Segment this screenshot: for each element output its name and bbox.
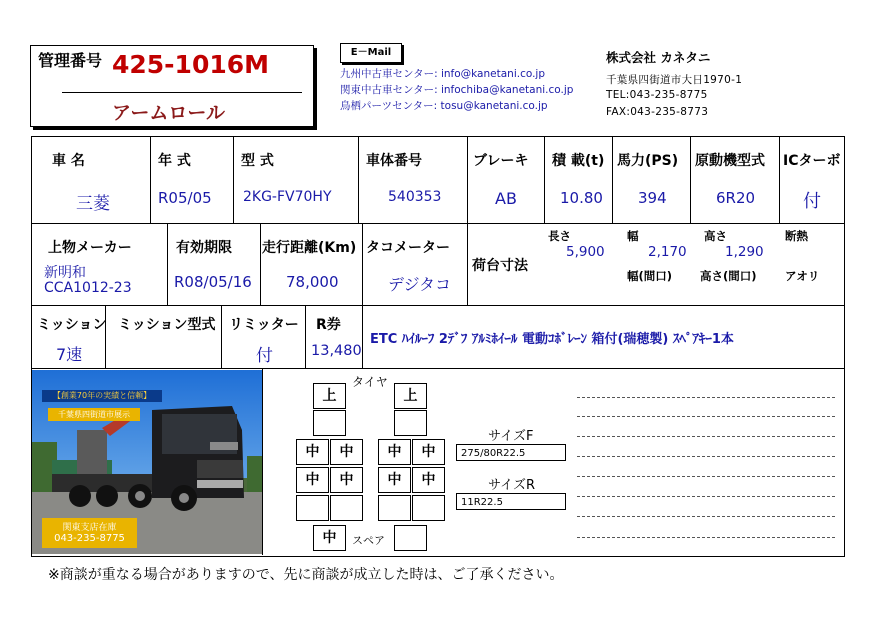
limiter: 付: [256, 346, 273, 366]
note-line: [577, 537, 835, 538]
cargo-dimensions-label: 荷台寸法: [472, 258, 528, 274]
tire-title: タイヤ: [352, 375, 388, 389]
col-divider: [358, 136, 359, 223]
photo-banner: 【創業70年の実績と信頼】: [42, 390, 162, 402]
note-line: [577, 416, 835, 417]
front-left-tire: 上: [313, 383, 346, 409]
company-name: 株式会社 カネタニ: [606, 50, 711, 65]
expiry-header: 有効期限: [176, 240, 232, 256]
col-divider: [362, 223, 363, 305]
mileage: 78,000: [286, 273, 339, 291]
email-link[interactable]: tosu@kanetani.co.jp: [440, 100, 548, 112]
body-maker-header: 上物メーカー: [48, 240, 132, 256]
length-label: 長さ: [548, 229, 571, 243]
brake: AB: [495, 189, 517, 208]
col-divider: [305, 305, 306, 368]
equipment-list: ETC ﾊｲﾙｰﾌ 2ﾃﾞﾌ ｱﾙﾐﾎｲｰﾙ 電動ｺﾎﾞﾚｰﾝ 箱付(瑞穂製) ｽﾍﾟｱｷｰ1本: [370, 332, 734, 347]
body-model: CCA1012-23: [44, 280, 132, 296]
email-row: [340, 66, 545, 81]
management-number: 425-1016M: [112, 50, 270, 79]
model-header: 型 式: [241, 153, 274, 169]
middle-tire: 中: [330, 439, 363, 465]
company-tel: TEL:043-235-8775: [606, 89, 708, 101]
chassis-number: 540353: [388, 189, 442, 205]
col-divider: [362, 305, 363, 368]
photo-phone: 043-235-8775: [54, 533, 125, 544]
col-divider: [690, 136, 691, 223]
email-row: [340, 98, 548, 113]
note-line: [577, 496, 835, 497]
transmission-header: ミッション: [37, 317, 107, 333]
cargo-height: 1,290: [725, 244, 764, 260]
col-divider: [260, 223, 261, 305]
height-inner-label: 高さ(間口): [700, 269, 757, 283]
note-line: [577, 397, 835, 398]
tachometer: デジタコ: [388, 275, 452, 294]
col-divider: [150, 136, 151, 223]
row-divider: [31, 305, 845, 306]
engine-type-header: 原動機型式: [695, 153, 765, 169]
ic-turbo-header: ICターボ: [783, 153, 841, 169]
footer-note: ※商談が重なる場合がありますので、先に商談が成立した時は、ご了承ください。: [48, 567, 564, 583]
cargo-width: 2,170: [648, 244, 687, 260]
horsepower: 394: [638, 189, 667, 207]
rear-tire-slot: [412, 495, 445, 521]
photo-branch: 関東支店在庫: [62, 523, 117, 533]
rear-tire-slot: [378, 495, 411, 521]
size-r-value: 11R22.5: [456, 493, 566, 510]
col-divider: [467, 223, 468, 305]
middle-tire: 中: [412, 467, 445, 493]
email-link[interactable]: info@kanetani.co.jp: [440, 68, 545, 80]
middle-tire: 中: [378, 439, 411, 465]
col-divider: [467, 136, 468, 223]
photo-branch-box: [42, 518, 137, 548]
middle-tire: 中: [296, 439, 329, 465]
ic-turbo: 付: [803, 191, 821, 212]
front-right-tire: 上: [394, 383, 427, 409]
limiter-header: リミッター: [229, 317, 299, 333]
width-inner-label: 幅(間口): [627, 269, 673, 283]
spare-tire: 中: [313, 525, 346, 551]
cargo-length: 5,900: [566, 244, 605, 260]
front-right-tire-slot: [394, 410, 427, 436]
col-divider: [221, 305, 222, 368]
body-maker: 新明和: [44, 265, 86, 281]
email-row: [340, 82, 573, 97]
chassis-number-header: 車体番号: [366, 153, 422, 169]
middle-tire: 中: [296, 467, 329, 493]
engine-type: 6R20: [716, 189, 756, 207]
size-r-label: サイズR: [488, 478, 535, 493]
insulation-label: 断熱: [785, 229, 808, 243]
r-ken-value: 13,480: [311, 343, 362, 359]
load-capacity-header: 積 載(t): [552, 153, 605, 169]
car-name-header: 車 名: [52, 153, 85, 169]
middle-tire: 中: [412, 439, 445, 465]
transmission: 7速: [56, 345, 83, 364]
middle-tire: 中: [330, 467, 363, 493]
email-tag: E－Mail: [340, 43, 402, 63]
tachometer-header: タコメーター: [366, 240, 450, 256]
year-header: 年 式: [158, 153, 191, 169]
height-label: 高さ: [704, 229, 727, 243]
photo-location: 千葉県四街道市展示: [48, 408, 140, 421]
brake-header: ブレーキ: [473, 153, 529, 169]
management-number-label: 管理番号: [38, 51, 103, 70]
load-capacity: 10.80: [560, 189, 603, 207]
year: R05/05: [158, 189, 212, 207]
truck-photo: [32, 370, 262, 554]
col-divider: [612, 136, 613, 223]
note-line: [577, 436, 835, 437]
row-divider: [31, 223, 845, 224]
col-divider: [167, 223, 168, 305]
company-fax: FAX:043-235-8773: [606, 106, 709, 118]
divider: [62, 92, 302, 93]
row-divider: [31, 368, 845, 369]
front-left-tire-slot: [313, 410, 346, 436]
body-type: アームロール: [112, 102, 226, 124]
size-f-label: サイズF: [488, 429, 534, 444]
col-divider: [233, 136, 234, 223]
center-name: 鳥栖パーツセンター:: [340, 100, 438, 112]
note-line: [577, 476, 835, 477]
aori-label: アオリ: [785, 269, 820, 283]
r-ken-header: R券: [316, 317, 341, 333]
model: 2KG-FV70HY: [243, 189, 332, 205]
col-divider: [779, 136, 780, 223]
expiry: R08/05/16: [174, 273, 252, 291]
spare-tire-slot: [394, 525, 427, 551]
size-f-value: 275/80R22.5: [456, 444, 566, 461]
rear-tire-slot: [330, 495, 363, 521]
note-line: [577, 456, 835, 457]
company-address: 千葉県四街道市大日1970-1: [606, 74, 743, 86]
center-name: 関東中古車センター:: [340, 84, 438, 96]
col-divider: [544, 136, 545, 223]
col-divider: [262, 368, 263, 555]
note-line: [577, 516, 835, 517]
car-name: 三菱: [76, 194, 110, 214]
center-name: 九州中古車センター:: [340, 68, 438, 80]
middle-tire: 中: [378, 467, 411, 493]
transmission-type-header: ミッション型式: [118, 317, 216, 333]
spare-label: スペア: [352, 534, 385, 547]
email-link[interactable]: infochiba@kanetani.co.jp: [440, 84, 574, 96]
horsepower-header: 馬力(PS): [617, 153, 679, 169]
rear-tire-slot: [296, 495, 329, 521]
width-label: 幅: [627, 229, 639, 243]
mileage-header: 走行距離(Km): [262, 240, 357, 256]
